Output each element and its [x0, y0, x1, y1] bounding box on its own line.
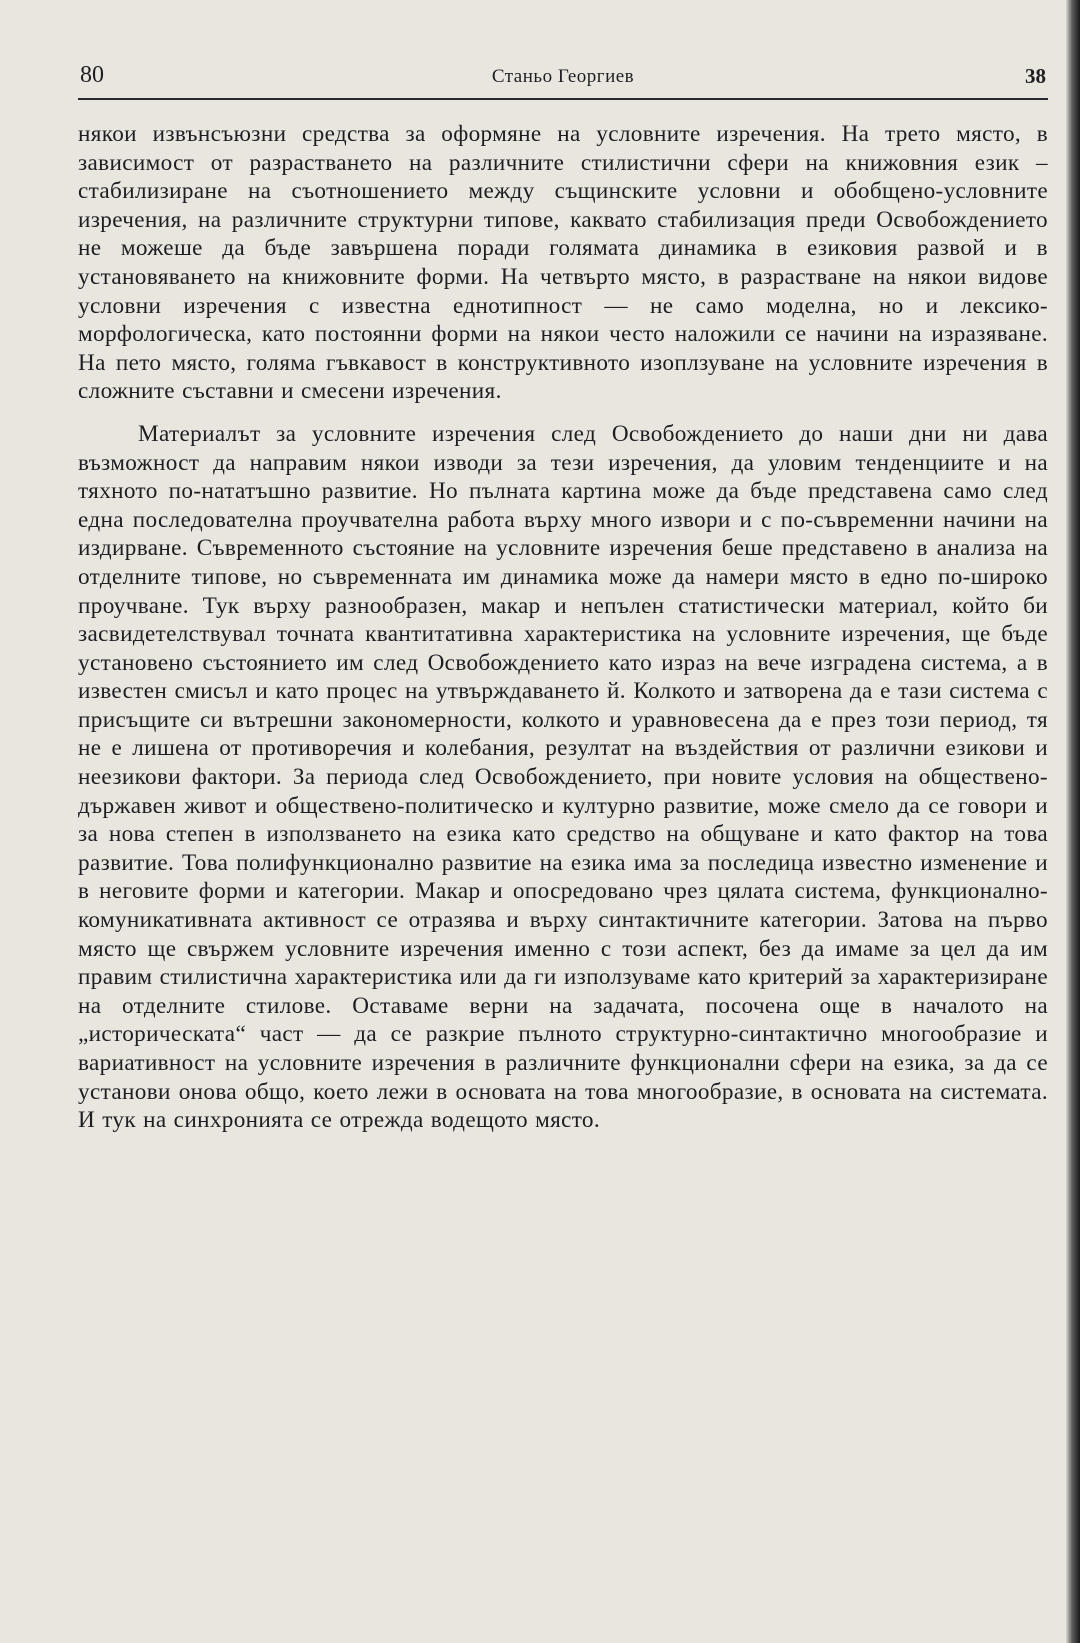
signature-mark: 38: [1025, 64, 1046, 88]
paragraph-1: някои извънсъюзни средства за оформяне на условните изречения. На трето място, в зависимост от разрастването на различните стилистични сфери на книжовния език – стабилизиране на съотношението между същинските условни и обобщено-условните изречения, на различните структурни типове, каквато стабилизация преди Освобождението не можеше да бъде завършена поради голямата динамика в езиковия развой и в установяването на книжовните форми. На четвърто място, в разрастване на някои видове условни изречения с известна еднотипност — не само моделна, но и лексико-морфологическа, като постоянни форми на някои често наложили се начини на изразяване. На пето място, голяма гъвкавост в конструктивното изоплзуване на условните изречения в сложните съставни и смесени изречения.: [78, 121, 1048, 405]
book-page: [78, 56, 1048, 1135]
paragraph-2: Материалът за условните изречения след Освобождението до наши дни ни дава възможност да направим някои изводи за тези изречения, да уловим тенденциите и на тяхното по-нататъшно развитие. Но пълната картина може да бъде представена само след една последователна проучвателна работа върху много извори и с по-съвременни начини на издирване. Съвременното състояние на условните изречения беше представено в анализа на отделните типове, но съвременната им динамика може да намери място в едно по-широко проучване. Тук върху разнообразен, макар и непълен статистически материал, който би засвидетелствувал точната квантитативна характеристика на условните изречения, ще бъде установено състоянието им след Освобождението като израз на вече изградена система, а в известен смисъл и като процес на утвърждаването й. Колкото и затворена да е тази система с присъщите си вътрешни закономерности, колкото и уравновесена да е през този период, тя не е лишена от противоречия и колебания, резултат на въздействия от различни езикови и неезикови фактори. За периода след Освобождението, при новите условия на обществено-държавен живот и обществено-политическо и културно развитие, може смело да се говори и за нова степен в използването на езика като средство на общуване и като фактор на това развитие. Това полифункционално развитие на езика има за последица известно изменение и в неговите форми и категории. Макар и опосредовано чрез цялата система, функционално-комуникативната активност се отразява и върху синтактичните категории. Затова на първо място ще свържем условните изречения именно с този аспект, без да имаме за цел да им правим стилистична характеристика или да ги използуваме като критерий за характеризиране на отделните стилове. Оставаме верни на задачата, посочена още в началото на „историческата“ част — да се разкрие пълното структурно-синтактично многообразие и вариативност на условните изречения в различните функционални сфери на езика, за да се установи онова общо, което лежи в основата на това многообразие, в основата на системата. И тук на синхронията се отрежда водещото място.: [78, 420, 1048, 1134]
page-number: 80: [80, 62, 104, 88]
page-body: [78, 120, 1048, 1135]
book-gutter-edge: [1066, 0, 1080, 1643]
page-header: [78, 56, 1048, 100]
running-title: Станьо Георгиев: [491, 66, 635, 87]
